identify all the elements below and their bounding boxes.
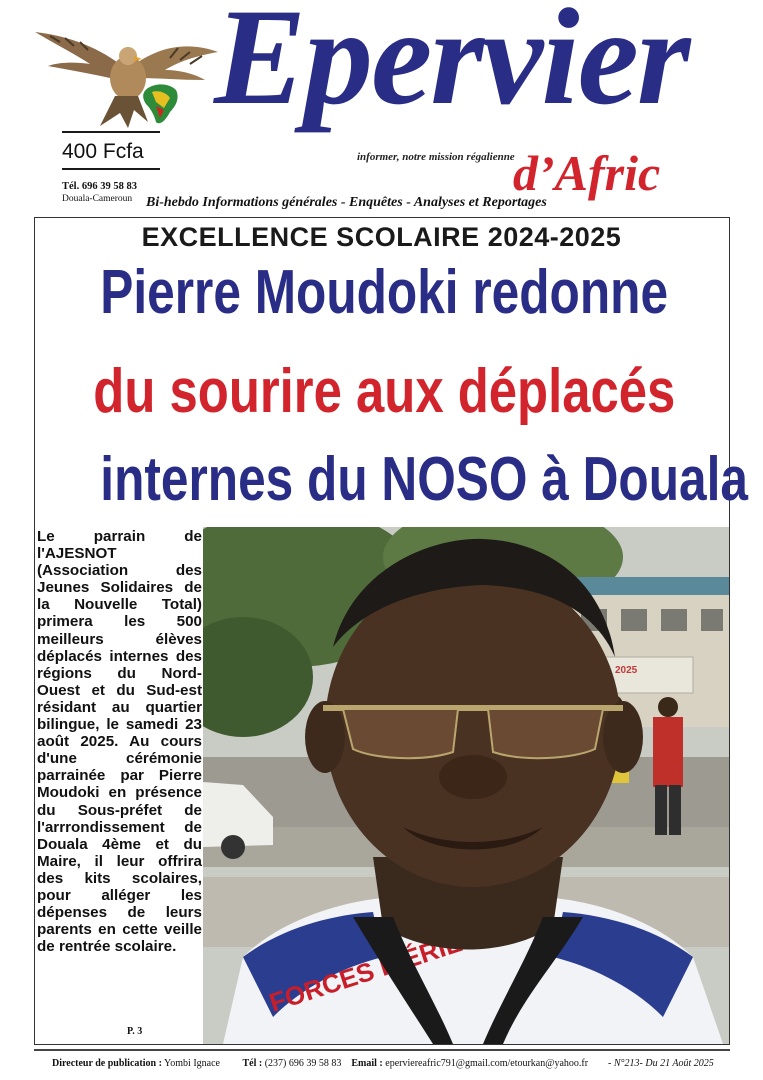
director-label: Directeur de publication : [52,1058,162,1069]
footer [52,1058,742,1069]
footer-rule [34,1049,730,1051]
headline-line-2: du sourire aux déplacés [93,357,676,426]
headline-kicker: EXCELLENCE SCOLAIRE 2024-2025 [141,222,622,252]
newspaper-title: Epervier [214,0,689,133]
masthead-phone: Tél. 696 39 58 83 [62,181,137,192]
headline-line-3: internes du NOSO à Douala [100,445,748,514]
footer-tel-value: (237) 696 39 58 83 [264,1058,342,1069]
cover-photo [203,527,729,1044]
newspaper-subtitle: d’Afric [513,145,661,201]
price-top-rule [62,131,160,133]
price-bottom-rule [62,168,160,170]
eagle-logo-icon [30,18,220,130]
newspaper-periodicity: Bi-hebdo Informations générales - Enquêtes - Analyses et Reportages [146,195,547,210]
shirt-text: FORCES PIÉRIENC [265,915,502,1018]
headline-line-1: Pierre Moudoki redonne [100,258,669,327]
footer-email-label: Email : [351,1058,383,1069]
issue-info: - N°213- Du 21 Août 2025 [608,1058,714,1069]
background-sign: 2025 [615,665,638,676]
director-name: Yombi Ignace [164,1058,220,1069]
article-lede: Le parrain de l'AJESNOT (Association des Jeunes Solidaires de la Nouvelle Total) primera les 500 meilleurs élèves déplacés internes des régions du Nord-Ouest et du Sud-est résidant au quartier bilingue, le samedi 23 août 2025. Au cours d'une cérémonie parrainée par Pierre Moudoki en présence du Sous-préfet de l'arrrondissement de Douala 4ème et du Maire, il leur offrira des kits scolaires, pour alléger les dépenses de leurs parents en cette veille de rentrée scolaire. [37,528,202,956]
cover-price: 400 Fcfa [62,140,144,163]
newspaper-tagline: informer, notre mission régalienne [357,151,515,163]
page-reference: P. 3 [127,1026,143,1037]
footer-tel-label: Tél : [242,1058,263,1069]
masthead-city: Douala-Cameroun [62,194,133,204]
footer-email-value: eperviereafric791@gmail.com/etourkan@yahoo.fr [385,1058,589,1069]
